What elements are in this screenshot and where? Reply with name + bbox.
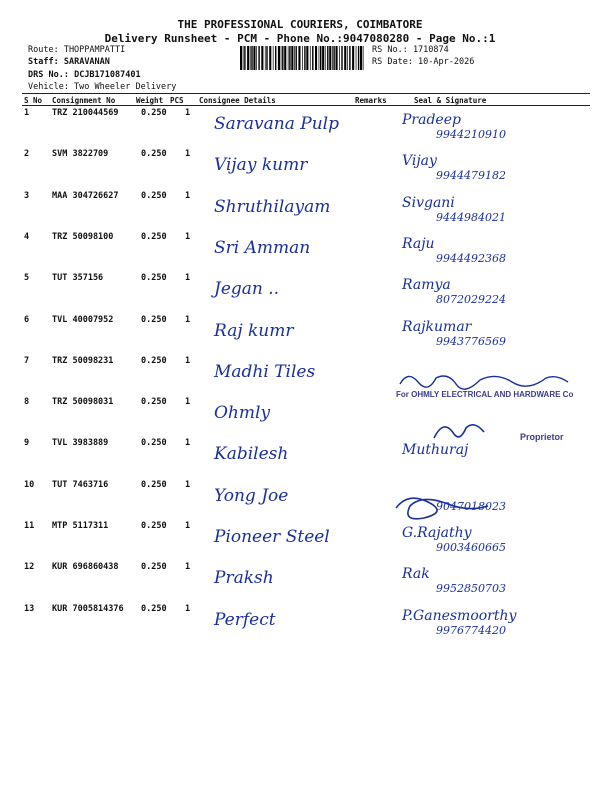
table-row (0, 232, 600, 274)
table-row (0, 191, 600, 233)
row-consignment-no: SVM 3822709 (52, 149, 109, 160)
row-consignment-no: MAA 304726627 (52, 190, 119, 201)
barcode-bar (352, 46, 354, 70)
row-consignment-no: KUR 7005814376 (52, 603, 124, 614)
col-header-remarks: Remarks (355, 96, 387, 105)
barcode (240, 46, 366, 70)
row-consignee-handwritten: Saravana Pulp (214, 114, 339, 134)
row-consignment-no: TRZ 210044569 (52, 108, 119, 118)
runsheet-subtitle: Delivery Runsheet - PCM - Phone No.:9047080280 - Page No.:1 (104, 32, 496, 45)
barcode-bar (256, 46, 257, 70)
barcode-bar (289, 46, 290, 70)
row-weight: 0.250 (141, 314, 167, 325)
row-weight: 0.250 (141, 603, 167, 614)
row-pcs: 1 (185, 438, 191, 449)
row-signature-name: G.Rajathy (402, 525, 472, 541)
row-signature-name: P.Ganesmoorthy (402, 607, 517, 624)
barcode-bar (240, 46, 242, 70)
row-pcs: 1 (185, 190, 191, 201)
row-weight: 0.250 (141, 562, 167, 573)
signature-scribble-8 (430, 418, 490, 444)
row-weight: 0.250 (141, 231, 167, 242)
row-sno: 6 (24, 314, 30, 325)
row-pcs: 1 (185, 231, 191, 242)
barcode-bar (349, 46, 350, 70)
row-consignment-no: TVL 40007952 (52, 314, 114, 325)
row-pcs: 1 (185, 273, 191, 284)
table-row (0, 604, 600, 646)
col-header-pcs: PCS (170, 96, 184, 105)
row-signature-name: Rajkumar (402, 318, 472, 335)
barcode-bar (288, 46, 289, 70)
barcode-bar (258, 46, 259, 70)
barcode-bar (336, 46, 338, 70)
table-row (0, 108, 600, 150)
row-consignment-no: TUT 357156 (52, 273, 104, 284)
col-header-consignee: Consignee Details (199, 96, 276, 105)
row-sno: 2 (24, 149, 30, 160)
barcode-bar (251, 46, 252, 70)
row-consignee-handwritten: Shruthilayam (214, 196, 331, 217)
drs-line (28, 70, 141, 80)
company-title: THE PROFESSIONAL COURIERS, COIMBATORE (177, 18, 423, 31)
row-sno: 8 (24, 397, 30, 408)
row-signature-name: Muthuraj (402, 442, 469, 459)
staff-name: SARAVANAN (63, 57, 110, 67)
rs-number: RS No.: 1710874 (372, 45, 449, 55)
row-pcs: 1 (185, 355, 191, 366)
row-weight: 0.250 (141, 479, 167, 490)
row-weight: 0.250 (141, 190, 167, 201)
row-signature-phone: 9976774420 (436, 623, 506, 637)
table-row (0, 273, 600, 315)
row-consignment-no: TRZ 50098100 (52, 231, 114, 242)
row-consignee-handwritten: Jegan .. (214, 279, 280, 300)
row-signature-name: Rak (402, 566, 430, 583)
row-sno: 1 (24, 108, 30, 118)
row-sno: 9 (24, 438, 30, 449)
row-signature-phone: 9944210910 (436, 128, 506, 141)
row-consignee-handwritten: Madhi Tiles (214, 361, 316, 382)
row-signature-phone: 9944479182 (436, 169, 506, 183)
row-signature-name: Vijay (402, 153, 437, 170)
col-header-seal: Seal & Signature (414, 96, 487, 105)
row-weight: 0.250 (141, 149, 167, 160)
barcode-bar (341, 46, 342, 70)
row-sno: 13 (24, 603, 35, 614)
barcode-bar (310, 46, 311, 70)
barcode-bar (282, 46, 283, 70)
col-header-sno: S No (24, 96, 43, 105)
staff-line (28, 57, 110, 67)
barcode-bar (358, 46, 359, 70)
barcode-bar (329, 46, 331, 70)
barcode-bar (339, 46, 340, 70)
row-sno: 4 (24, 231, 30, 242)
row-sno: 10 (24, 479, 35, 490)
row-signature-phone: 9943776569 (436, 334, 506, 348)
barcode-bar (247, 46, 249, 70)
row-consignee-handwritten: Ohmly (214, 403, 271, 424)
table-row (0, 521, 600, 563)
row-consignee-handwritten: Pioneer Steel (214, 527, 330, 547)
row-consignment-no: TRZ 50098031 (52, 397, 114, 408)
signature-scribble-7 (396, 368, 576, 392)
row-consignment-no: KUR 696860438 (52, 562, 119, 573)
barcode-bar (284, 46, 286, 70)
barcode-bar (327, 46, 328, 70)
barcode-bar (344, 46, 346, 70)
row-consignment-no: TUT 7463716 (52, 479, 109, 490)
barcode-bar (298, 46, 300, 70)
row-signature-name: Sivgani (402, 194, 455, 211)
drs-label: DRS No.: (28, 70, 69, 80)
table-row (0, 438, 600, 480)
drs-number: DCJB171087401 (74, 70, 141, 80)
barcode-bar (332, 46, 333, 70)
row-consignee-handwritten: Vijay kumr (214, 155, 308, 176)
barcode-bar (266, 46, 267, 70)
barcode-bar (312, 46, 313, 70)
table-row (0, 397, 600, 439)
barcode-bar (273, 46, 274, 70)
row-sno: 12 (24, 562, 35, 573)
row-pcs: 1 (185, 479, 191, 490)
row-signature-phone: 9952850703 (436, 582, 506, 596)
row-pcs: 1 (185, 149, 191, 160)
barcode-bar (319, 46, 320, 70)
row-weight: 0.250 (141, 108, 167, 118)
route-label: Route: THOPPAMPATTI (28, 45, 126, 55)
row-consignee-handwritten: Kabilesh (214, 444, 289, 465)
barcode-bar (275, 46, 276, 70)
barcode-bar (278, 46, 280, 70)
row-sno: 11 (24, 521, 35, 531)
table-header-rule (22, 105, 590, 106)
table-top-rule (22, 93, 590, 94)
row-signature-name: Pradeep (402, 112, 461, 128)
barcode-bar (322, 46, 324, 70)
row-weight: 0.250 (141, 521, 167, 531)
barcode-bar (261, 46, 263, 70)
barcode-bar (244, 46, 245, 70)
table-row (0, 562, 600, 604)
barcode-bar (360, 46, 362, 70)
row-sno: 7 (24, 355, 30, 366)
barcode-bar (306, 46, 308, 70)
barcode-bar (320, 46, 321, 70)
barcode-bar (265, 46, 266, 70)
barcode-bar (243, 46, 244, 70)
table-row (0, 149, 600, 191)
barcode-bar (325, 46, 326, 70)
row-pcs: 1 (185, 397, 191, 408)
row-pcs: 1 (185, 603, 191, 614)
row-signature-phone: 9444984021 (436, 210, 506, 224)
barcode-bar (302, 46, 303, 70)
row-signature-name: Raju (402, 235, 435, 252)
row-sno: 3 (24, 190, 30, 201)
stamp-company: For OHMLY ELECTRICAL AND HARDWARE Co (396, 390, 574, 399)
barcode-bar (269, 46, 271, 70)
row-consignee-handwritten: Raj kumr (214, 320, 294, 341)
col-header-consignment: Consignment No (52, 96, 116, 105)
row-signature-phone: 9003460665 (436, 541, 506, 554)
barcode-bar (291, 46, 293, 70)
barcode-bar (315, 46, 317, 70)
row-pcs: 1 (185, 521, 191, 531)
barcode-bar (296, 46, 297, 70)
table-row (0, 480, 600, 522)
barcode-bar (356, 46, 357, 70)
barcode-bar (250, 46, 251, 70)
table-row (0, 315, 600, 357)
row-weight: 0.250 (141, 397, 167, 408)
barcode-bar (363, 46, 364, 70)
row-signature-phone: 8072029224 (436, 293, 506, 307)
row-pcs: 1 (185, 314, 191, 325)
row-pcs: 1 (185, 562, 191, 573)
barcode-bar (304, 46, 305, 70)
barcode-bar (281, 46, 282, 70)
row-sno: 5 (24, 273, 30, 284)
barcode-bar (253, 46, 255, 70)
row-signature-name: Ramya (402, 277, 451, 294)
row-signature-phone: 9047018023 (436, 499, 506, 513)
row-pcs: 1 (185, 108, 191, 118)
rs-date: RS Date: 10-Apr-2026 (372, 57, 475, 67)
signature-scribble-10 (388, 490, 508, 526)
row-consignment-no: TRZ 50098231 (52, 355, 114, 366)
row-signature-phone: 9944492368 (436, 251, 506, 265)
col-header-weight: Weight (136, 96, 164, 105)
row-weight: 0.250 (141, 438, 167, 449)
barcode-bar (294, 46, 295, 70)
row-consignee-handwritten: Praksh (214, 568, 274, 589)
row-consignment-no: MTP 5117311 (52, 521, 109, 531)
vehicle-label: Vehicle: Two Wheeler Delivery (28, 82, 177, 92)
row-consignment-no: TVL 3983889 (52, 438, 109, 449)
row-weight: 0.250 (141, 355, 167, 366)
row-consignee-handwritten: Sri Amman (214, 237, 311, 258)
stamp-proprietor: Proprietor (520, 432, 564, 442)
barcode-bar (347, 46, 348, 70)
barcode-bar (333, 46, 334, 70)
row-consignee-handwritten: Perfect (214, 609, 276, 630)
row-weight: 0.250 (141, 273, 167, 284)
staff-label: Staff: (28, 57, 59, 67)
row-consignee-handwritten: Yong Joe (214, 485, 289, 506)
